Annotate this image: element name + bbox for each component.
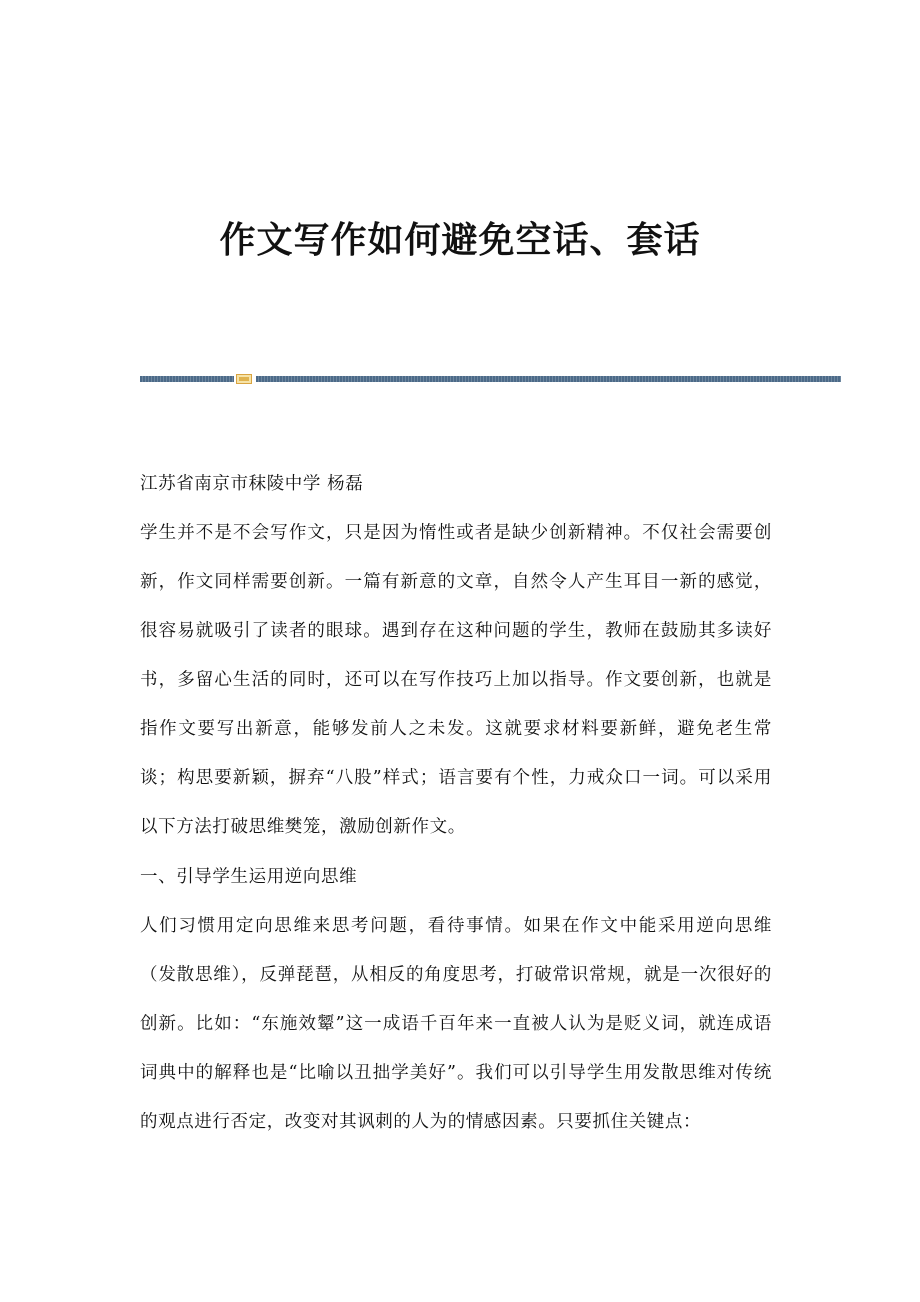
- body-paragraph: 人们习惯用定向思维来思考问题，看待事情。如果在作文中能采用逆向思维（发散思维），反弹琵琶，从相反的角度思考，打破常识常规，就是一次很好的创新。比如：“东施效颦”这一成语千百年来一直被人认为是贬义词，就连成语词典中的解释也是“比喻以丑拙学美好”。我们可以引导学生用发散思维对传统的观点进行否定，改变对其讽刺的人为的情感因素。只要抓住关键点：: [140, 916, 772, 1132]
- document-title: 作文写作如何避免空话、套话: [219, 219, 701, 261]
- divider-bar-left: [140, 376, 234, 382]
- intro-paragraph: 学生并不是不会写作文，只是因为惰性或者是缺少创新精神。不仅社会需要创新，作文同样需要创新。一篇有新意的文章，自然令人产生耳目一新的感觉，很容易就吸引了读者的眼球。遇到存在这种问题的学生，教师在鼓励其多读好书，多留心生活的同时，还可以在写作技巧上加以指导。作文要创新，也就是指作文要写出新意，能够发前人之未发。这就要求材料要新鲜，避免老生常谈；构思要新颖，摒弃“八股”样式；语言要有个性，力戒众口一词。可以采用以下方法打破思维樊笼，激励创新作文。: [140, 523, 772, 837]
- divider-ornament-icon: [236, 374, 252, 384]
- author-line: 江苏省南京市秣陵中学 杨磊: [140, 474, 364, 494]
- title-divider: [140, 374, 841, 384]
- section-heading: 一、引导学生运用逆向思维: [140, 867, 358, 887]
- divider-bar-right: [256, 376, 841, 382]
